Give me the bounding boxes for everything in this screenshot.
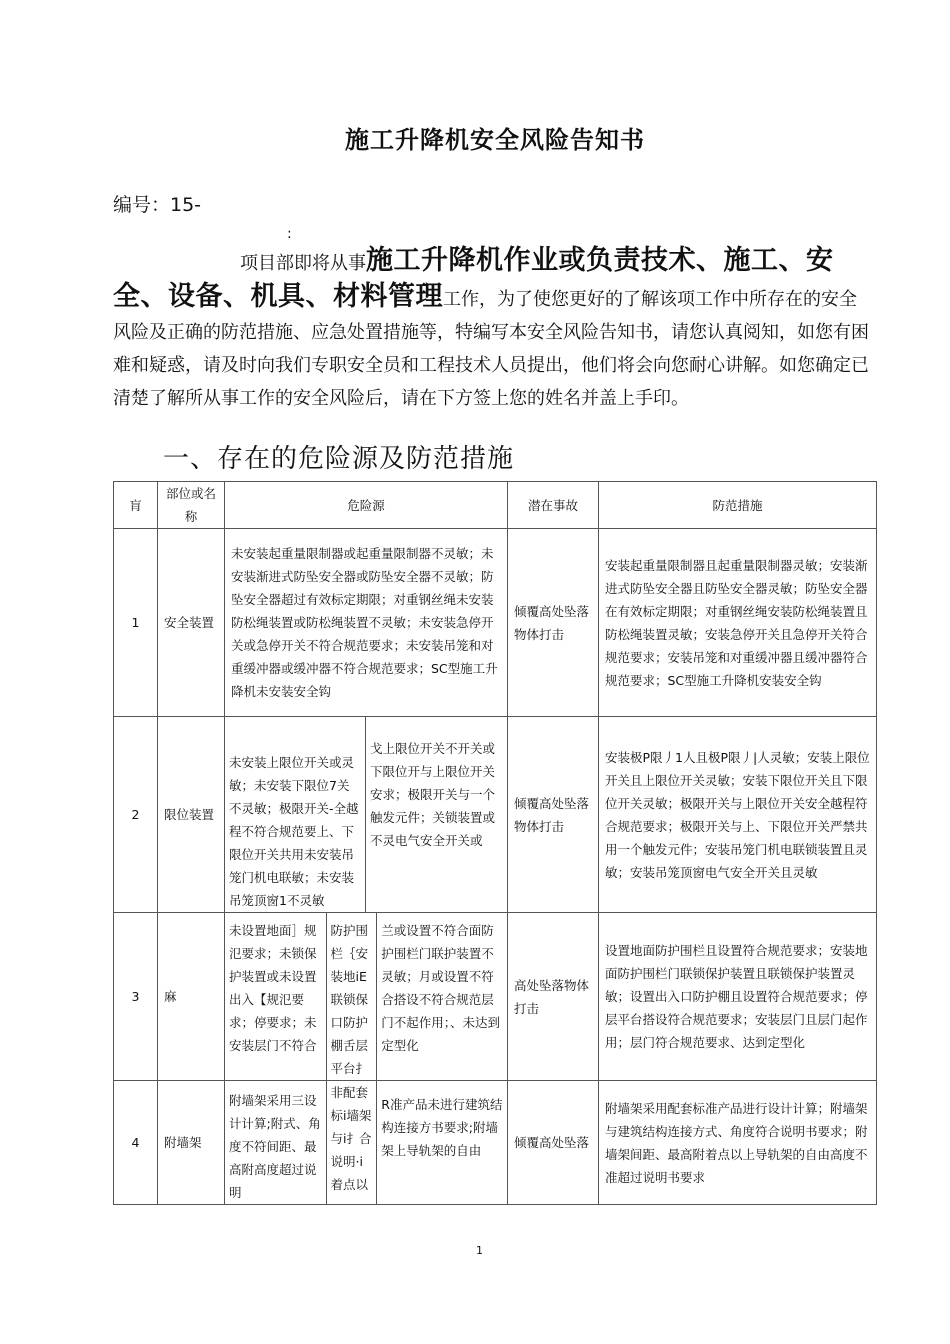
hazard-fragment-b: 戈上限位开关不开关或下限位开与上限位开关安求；极限开关与一个触发元件；关锁装置或不灵电气安全开关或 — [370, 741, 496, 848]
document-number: 编号：15- — [113, 194, 202, 216]
row-no: 3 — [114, 913, 158, 1081]
table-row — [114, 529, 877, 717]
header-hazard: 危险源 — [225, 482, 508, 529]
row-measure: 安装起重量限制器且起重量限制器灵敏；安装渐进式防坠安全器且防坠安全器灵敏；防坠安全器在有效标定期限；对重钢丝绳安装防松绳装置且防松绳装置灵敏；安装急停开关且急停开关符合规范要求；安装吊笼和对重缓冲器且缓冲器符合规范要求；SC型施工升降机安装安全钩 — [599, 529, 877, 717]
section-heading: 一、存在的危险源及防范措施 — [163, 444, 515, 474]
table-row — [114, 717, 877, 913]
row-accident: 倾覆高处坠落 — [508, 1081, 599, 1205]
row-hazard — [225, 913, 508, 1081]
hazard-fragment-a: 未安装上限位开关或灵敏；未安装下限位7关不灵敏；极限开关-全越程不符合规范要上、下限位开关共用未安装吊笼门机电联敏；未安装吊笼顶窗1不灵敏 — [225, 717, 366, 912]
header-part: 部位或名称 — [158, 482, 225, 529]
hazard-fragment-c: 兰或设置不符合面防护围栏门联护装置不灵敏；月或设置不符合搭设不符合规范层门不起作用；、未达到定型化 — [381, 923, 501, 1053]
hazard-fragment-b: 非配套标i墙架与i扌合说明·i着点以 — [327, 1081, 378, 1204]
row-measure: 附墙架采用配套标准产品进行设计计算；附墙架与建筑结构连接方式、角度符合说明书要求；附墙架间距、最高附着点以上导轨架的自由高度不准超过说明书要求 — [599, 1081, 877, 1205]
row-measure: 设置地面防护围栏且设置符合规范要求；安装地面防护围栏门联锁保护装置且联锁保护装置灵敏；设置出入口防护棚且设置符合规范要求；停层平台搭设符合规范要求；安装层门且层门起作用；层门符合规范要求、达到定型化 — [599, 913, 877, 1081]
row-accident: 高处坠落物体打击 — [508, 913, 599, 1081]
risk-table — [113, 481, 877, 1205]
hazard-fragment-c: R准产品未进行建筑结构连接方书要求;附墙架上导轨架的自由 — [381, 1097, 503, 1158]
row-hazard: 未安装起重量限制器或起重量限制器不灵敏；未安装渐进式防坠安全器或防坠安全器不灵敏；防坠安全器超过有效标定期限；对重钢丝绳未安装防松绳装置或防松绳装置不灵敏；未安装急停开关或急停开关不符合规范要求；未安装吊笼和对重缓冲器或缓冲器不符合规范要求；SC型施工升降机未安装安全钩 — [225, 529, 508, 717]
hazard-fragment-b: 防护围栏｛安装地iE联锁保口防护棚舌层平台扌 — [327, 913, 378, 1080]
hazard-fragments — [225, 913, 507, 1080]
page-number: 1 — [476, 1244, 483, 1257]
row-no: 1 — [114, 529, 158, 717]
row-part: 安全装置 — [158, 529, 225, 717]
row-hazard — [225, 1081, 508, 1205]
intro-paragraph — [113, 244, 873, 415]
row-part: 限位装置 — [158, 717, 225, 913]
table-row — [114, 913, 877, 1081]
header-accident: 潜在事故 — [508, 482, 599, 529]
row-no: 2 — [114, 717, 158, 913]
row-hazard — [225, 717, 508, 913]
hazard-fragment-a: 未设置地面］规氾要求；未锁保护装置或未设置出入【规氾要求；停要求；未安装层门不符合 — [225, 913, 327, 1080]
row-no: 4 — [114, 1081, 158, 1205]
header-no: 肓 — [114, 482, 158, 529]
intro-emphasis: 施工升降机作业或负责技术、施工、安全、设备、机具、材料管理 — [113, 245, 834, 312]
row-part: 麻 — [158, 913, 225, 1081]
header-measure: 防范措施 — [599, 482, 877, 529]
table-header-row — [114, 482, 877, 529]
document-title: 施工升降机安全风险告知书 — [345, 126, 645, 154]
colon-mark: : — [287, 226, 292, 242]
hazard-fragments — [225, 1081, 507, 1204]
hazard-fragments — [225, 717, 507, 912]
table-row — [114, 1081, 877, 1205]
intro-lead: 项目部即将从事 — [240, 253, 366, 274]
intro-rest: 工作，为了使您更好的了解该项工作中所存在的安全风险及正确的防范措施、应急处置措施等，特编写本安全风险告知书，请您认真阅知，如您有困难和疑惑，请及时向我们专职安全员和工程技术人员提出，他们将会向您耐心讲解。如您确定已清楚了解所从事工作的安全风险后，请在下方签上您的姓名并盖上手印。 — [113, 289, 869, 409]
row-accident: 倾覆高处坠落物体打击 — [508, 717, 599, 913]
hazard-fragment-a: 附墙架采用三设计计算;附式、角度不符间距、最高附高度超过说明 — [225, 1081, 327, 1204]
row-accident: 倾覆高处坠落物体打击 — [508, 529, 599, 717]
row-part: 附墙架 — [158, 1081, 225, 1205]
row-measure: 安装极P限丿1人且极P限丿|人灵敏；安装上限位开关且上限位开关灵敏；安装下限位开关且下限位开关灵敏；极限开关与上限位开关安全越程符合规范要求；极限开关与上、下限位开关严禁共用一个触发元件；安装吊笼门机电联锁装置且灵敏；安装吊笼顶窗电气安全开关且灵敏 — [599, 717, 877, 913]
